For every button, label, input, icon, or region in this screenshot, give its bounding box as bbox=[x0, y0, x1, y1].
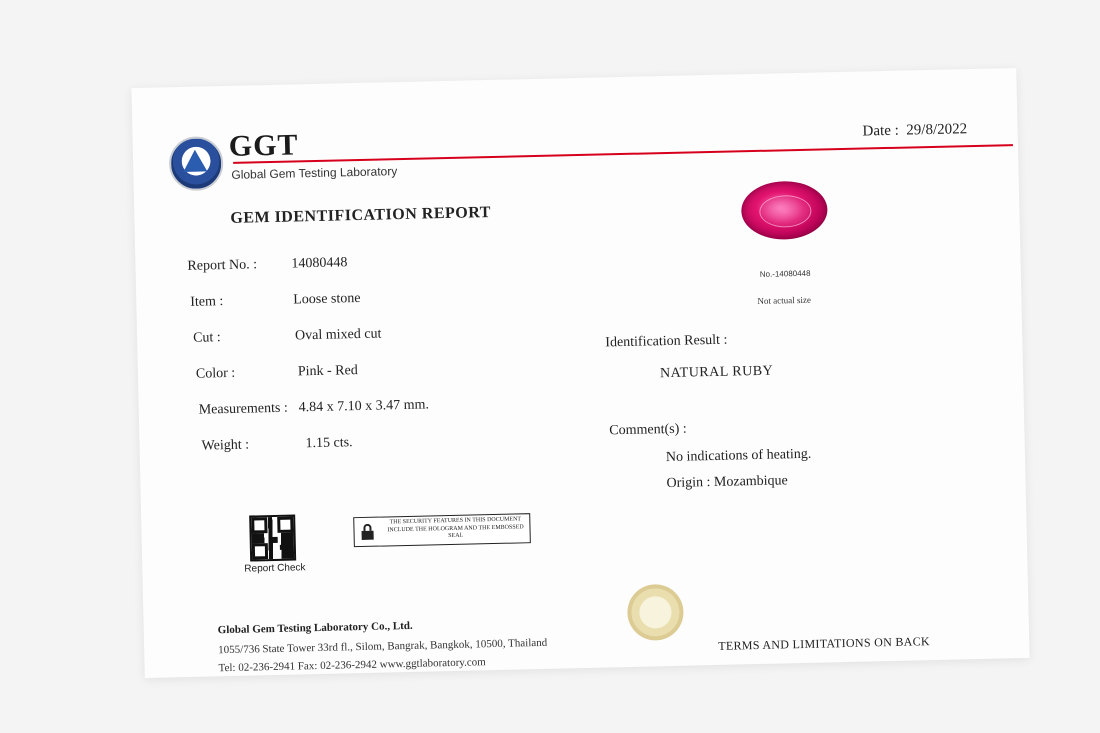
embossed-seal-icon bbox=[627, 584, 684, 641]
report-date: Date : 29/8/2022 bbox=[862, 121, 968, 140]
comments-label: Comment(s) : bbox=[609, 421, 687, 439]
gem-number: No.-14080448 bbox=[759, 268, 811, 279]
field-value: Oval mixed cut bbox=[294, 326, 382, 344]
field-value: 4.84 x 7.10 x 3.47 mm. bbox=[298, 397, 430, 416]
brand-title: GGT bbox=[228, 128, 299, 163]
footer-contact: Tel: 02-236-2941 Fax: 02-236-2942 www.ggtlaboratory.com bbox=[218, 656, 486, 675]
brand-subtitle: Global Gem Testing Laboratory bbox=[231, 164, 398, 182]
field-value: Pink - Red bbox=[297, 363, 358, 380]
qr-code-icon[interactable] bbox=[249, 515, 296, 562]
report-card bbox=[131, 68, 1029, 678]
ggt-seal-icon bbox=[169, 136, 224, 191]
field-value: 1.15 cts. bbox=[305, 435, 353, 452]
header-divider bbox=[233, 144, 1013, 164]
gem-size-note: Not actual size bbox=[757, 294, 811, 306]
field-label: Color : bbox=[195, 365, 236, 382]
report-title: GEM IDENTIFICATION REPORT bbox=[230, 203, 492, 227]
comment-origin: Origin : Mozambique bbox=[666, 473, 788, 492]
field-value: Loose stone bbox=[293, 290, 361, 308]
ruby-gem-image bbox=[741, 180, 828, 240]
field-label: Item : bbox=[190, 294, 224, 310]
identification-label: Identification Result : bbox=[605, 332, 728, 351]
terms-note: TERMS AND LIMITATIONS ON BACK bbox=[718, 634, 931, 653]
field-label: Cut : bbox=[192, 330, 221, 346]
security-notice bbox=[353, 513, 531, 547]
footer-company: Global Gem Testing Laboratory Co., Ltd. bbox=[217, 619, 413, 637]
field-value: 14080448 bbox=[291, 255, 348, 272]
qr-caption: Report Check bbox=[244, 562, 306, 575]
field-label: Report No. : bbox=[187, 257, 258, 274]
security-text: THE SECURITY FEATURES IN THIS DOCUMENT INCLUDE THE HOLOGRAM AND THE EMBOSSED SEAL bbox=[387, 516, 524, 540]
field-label: Weight : bbox=[201, 437, 250, 454]
comment-heating: No indications of heating. bbox=[665, 446, 812, 466]
lock-icon bbox=[360, 524, 374, 540]
identification-result: NATURAL RUBY bbox=[659, 363, 774, 382]
field-label: Measurements : bbox=[198, 400, 288, 418]
footer-address: 1055/736 State Tower 33rd fl., Silom, Bangrak, Bangkok, 10500, Thailand bbox=[218, 636, 548, 657]
